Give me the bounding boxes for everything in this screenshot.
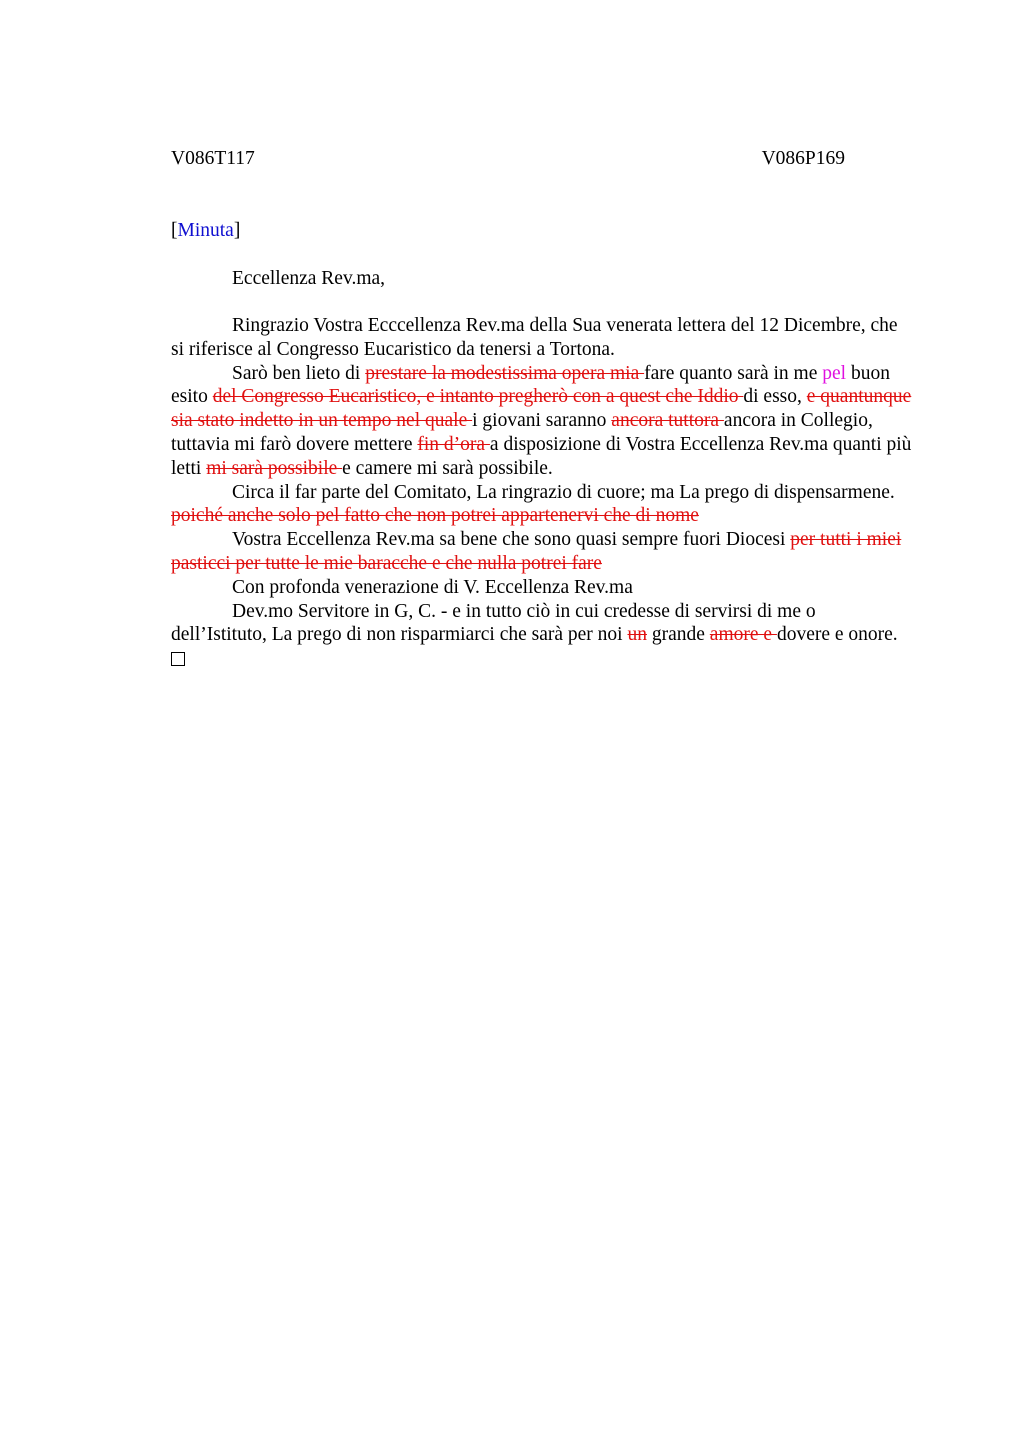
text-run: dovere e onore. [776, 624, 898, 646]
deleted-text: un [627, 624, 647, 646]
deleted-text: ancora tuttora [611, 410, 724, 432]
deleted-text: e quantunque sia stato indetto in un tempo nel quale [171, 386, 912, 432]
document-code-left: V086T117 [171, 148, 255, 169]
inserted-text: pel [822, 362, 847, 384]
text-run: a disposizione di Vostra Eccellenza Rev.ma quanti più letti [171, 433, 912, 479]
text-run: Circa il far parte del Comitato, La ringrazio di cuore; ma La prego di dispensarmene. [232, 481, 895, 503]
deleted-text: fin d’ora [417, 433, 490, 455]
text-run: buon esito [171, 362, 890, 408]
text-run: i giovani saranno [472, 410, 612, 432]
text-run: e camere mi sarà possibile. [342, 457, 553, 479]
text-run: Ringrazio Vostra Ecccellenza Rev.ma della Sua venerata lettera del 12 Dicembre, che si riferisce al Congresso Eucaristico da tenersi a Tortona. [171, 315, 898, 360]
text-run: grande [646, 624, 710, 646]
paragraph-availability [171, 362, 913, 481]
minuta-open-bracket: [ [171, 220, 178, 241]
minuta-word: Minuta [177, 220, 234, 241]
text-run: Sarò ben lieto di [232, 362, 366, 384]
document-code-right: V086P169 [761, 148, 845, 169]
minuta-label [171, 219, 240, 243]
deleted-text: per tutti i miei pasticci per tutte le mie baracche e che nulla potrei fare [171, 529, 902, 574]
paragraph-committee [171, 481, 913, 529]
text-run: Vostra Eccellenza Rev.ma sa bene che sono quasi sempre fuori Diocesi [232, 529, 791, 551]
minuta-close-bracket: ] [233, 220, 241, 241]
text-run: Con profonda venerazione di V. Eccellenza Rev.ma [232, 576, 633, 598]
paragraph-closing [171, 600, 913, 648]
salutation: Eccellenza Rev.ma, [232, 268, 386, 289]
text-run: Dev.mo Servitore in G, C. - e in tutto ciò in cui credesse di servirsi di me o dell’Istituto, La prego di non risparmiarci che sarà per noi [171, 600, 816, 646]
deleted-text: mi sarà possibile [206, 457, 343, 479]
deleted-text: del Congresso Eucaristico, e intanto pregherò con a quest che Iddio [212, 386, 744, 408]
end-marker-box [171, 652, 185, 666]
paragraph-diocese [171, 528, 913, 576]
deleted-text: amore e [709, 624, 777, 646]
letter-body [171, 314, 913, 666]
text-run: ancora in Collegio, tuttavia mi farò dovere mettere [171, 410, 873, 455]
deleted-text: prestare la modestissima opera mia [365, 362, 645, 384]
paragraph-thanks [171, 314, 913, 362]
paragraph-veneration [171, 576, 913, 600]
deleted-text: poiché anche solo pel fatto che non potrei appartenervi che di nome [171, 505, 699, 527]
text-run: fare quanto sarà in me [644, 362, 823, 384]
text-run: di esso, [743, 386, 807, 408]
